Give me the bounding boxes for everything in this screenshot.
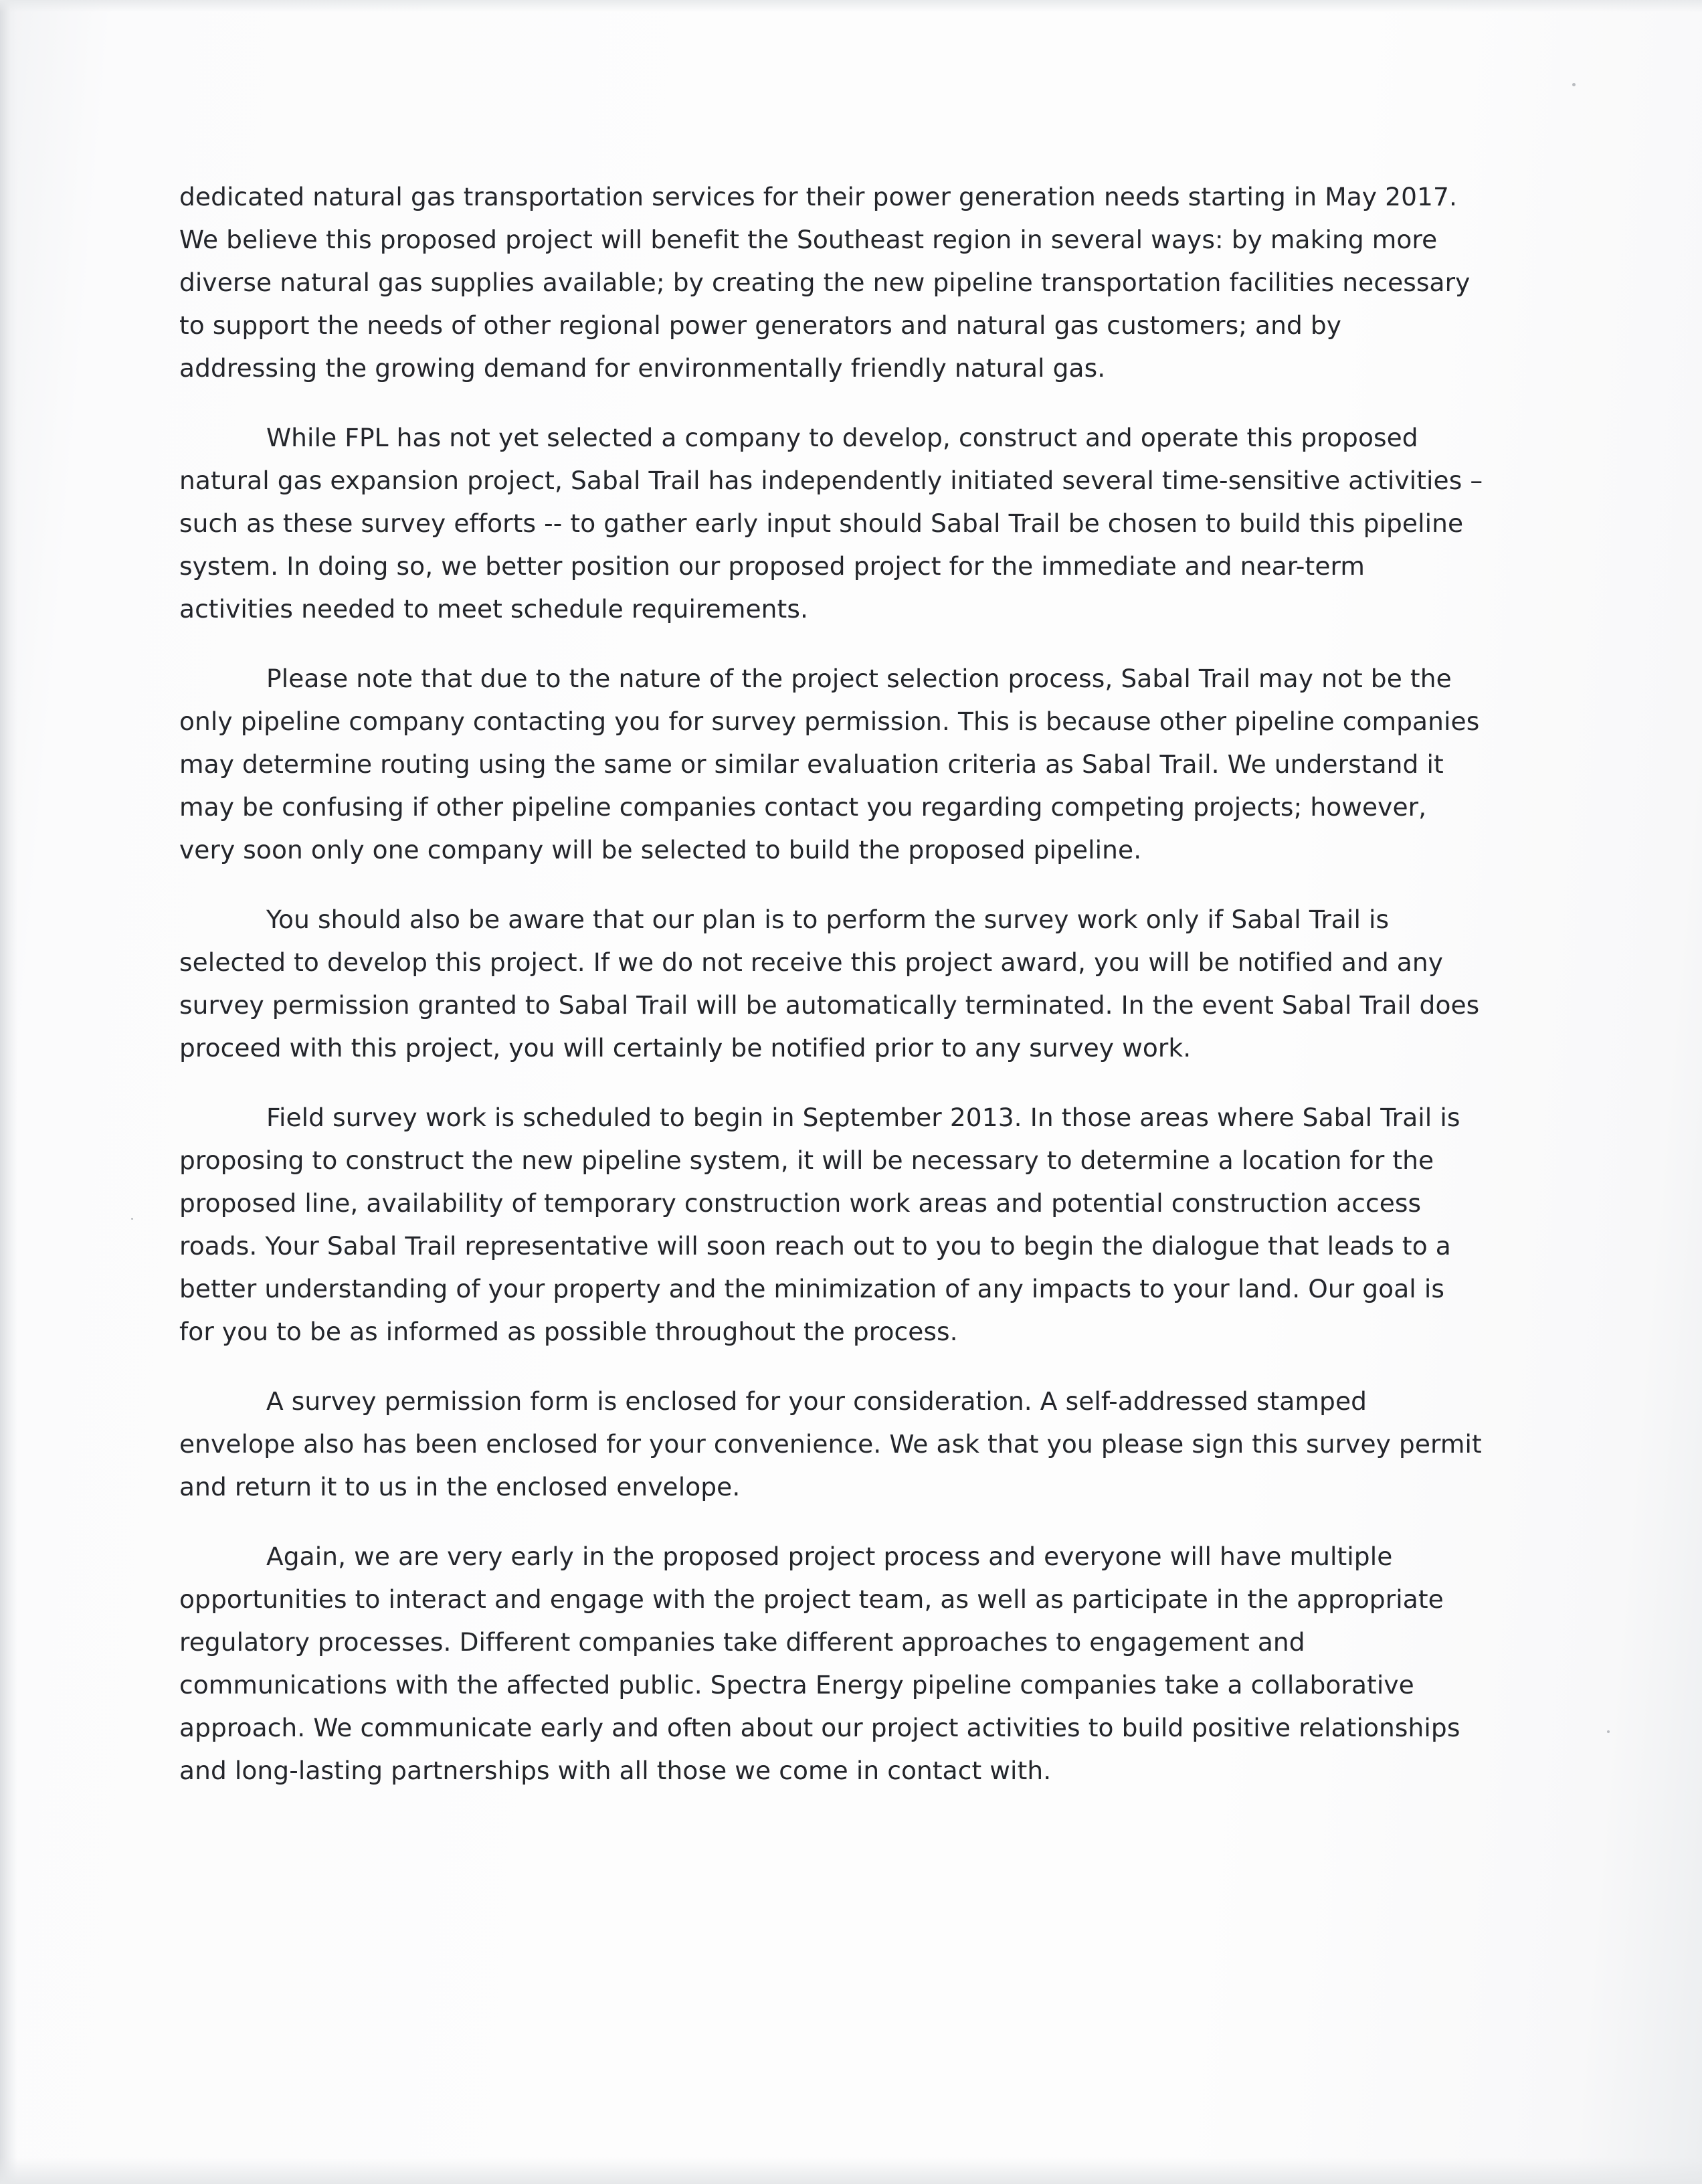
- paragraph: Again, we are very early in the proposed project process and everyone will have multiple opportunities to interact and engage with the project team, as well as participate in the appropriate regulatory processes. Different companies take different approaches to engagement and communications with the affected public. Spectra Energy pipeline companies take a collaborative approach. We communicate early and often about our project activities to build positive relationships and long-lasting partnerships with all those we come in contact with.: [179, 1542, 1460, 1785]
- paragraph: Field survey work is scheduled to begin in September 2013. In those areas where Sabal Trail is proposing to construct the new pipeline system, it will be necessary to determine a location for the proposed line, availability of temporary construction work areas and potential construction access roads. Your Sabal Trail representative will soon reach out to you to begin the dialogue that leads to a better understanding of your property and the minimization of any impacts to your land. Our goal is for you to be as informed as possible throughout the process.: [179, 1103, 1460, 1346]
- letter-body: [179, 175, 1484, 1792]
- paragraph: While FPL has not yet selected a company to develop, construct and operate this proposed natural gas expansion project, Sabal Trail has independently initiated several time-sensitive activities – such as these survey efforts -- to gather early input should Sabal Trail be chosen to build this pipeline system. In doing so, we better position our proposed project for the immediate and near-term activities needed to meet schedule requirements.: [179, 423, 1483, 624]
- paragraph: You should also be aware that our plan is to perform the survey work only if Sabal Trail is selected to develop this project. If we do not receive this project award, you will be notified and any survey permission granted to Sabal Trail will be automatically terminated. In the event Sabal Trail does proceed with this project, you will certainly be notified prior to any survey work.: [179, 905, 1480, 1063]
- scan-edge-shadow-left: [0, 0, 17, 2184]
- scan-speck: [1572, 83, 1576, 86]
- scan-edge-shadow-bottom: [0, 2157, 1702, 2184]
- paragraph: Please note that due to the nature of the project selection process, Sabal Trail may not be the only pipeline company contacting you for survey permission. This is because other pipeline companies may determine routing using the same or similar evaluation criteria as Sabal Trail. We understand it may be confusing if other pipeline companies contact you regarding competing projects; however, very soon only one company will be selected to build the proposed pipeline.: [179, 664, 1480, 864]
- paragraph: dedicated natural gas transportation services for their power generation needs starting in May 2017. We believe this proposed project will benefit the Southeast region in several ways: by making more diverse natural gas supplies available; by creating the new pipeline transportation facilities necessary to support the needs of other regional power generators and natural gas customers; and by addressing the growing demand for environmentally friendly natural gas.: [179, 182, 1471, 383]
- paragraph: A survey permission form is enclosed for your consideration. A self-addressed stamped envelope also has been enclosed for your convenience. We ask that you please sign this survey permit and return it to us in the enclosed envelope.: [179, 1386, 1482, 1502]
- scan-edge-shadow-top: [0, 0, 1702, 12]
- scan-speck: [1607, 1730, 1610, 1733]
- scan-speck: [131, 1218, 133, 1220]
